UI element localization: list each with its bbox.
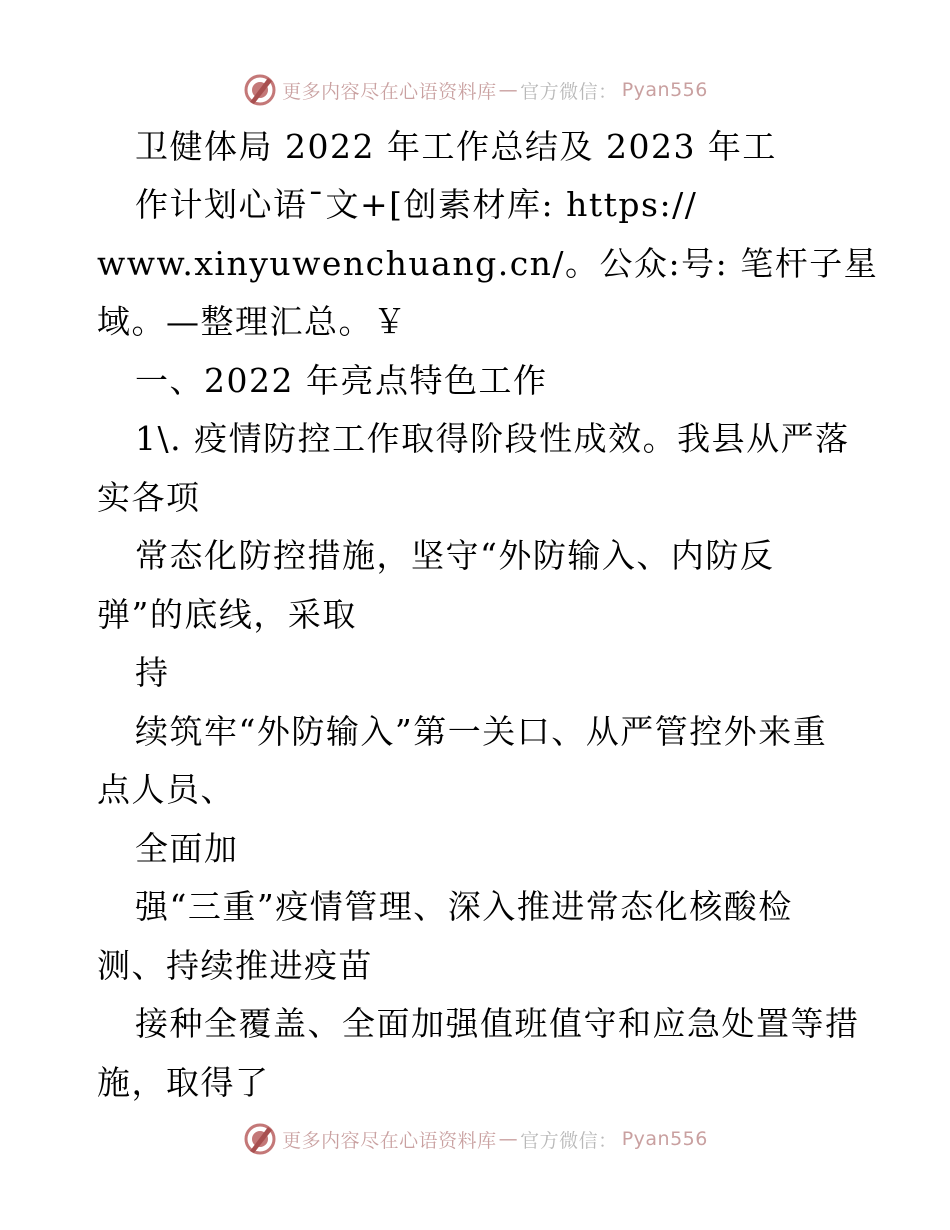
paragraph-line: 1\. 疫情防控工作取得阶段性成效。我县从严落 bbox=[135, 419, 850, 458]
paragraph-line: 测、持续推进疫苗 bbox=[97, 946, 373, 985]
watermark-dash: — bbox=[498, 79, 519, 101]
watermark-text: 更多内容尽在心语资料库 bbox=[282, 1129, 497, 1152]
paragraph-line: 常态化防控措施，坚守“外防输入、内防反 bbox=[135, 536, 775, 575]
watermark-banner-top bbox=[0, 72, 950, 108]
paragraph-line: 全面加 bbox=[135, 829, 239, 868]
pen-seal-logo-icon bbox=[242, 1121, 278, 1157]
doc-title-line-1: 卫健体局 2022 年工作总结及 2023 年工 bbox=[135, 127, 777, 166]
doc-title-line-2: 作计划心语¯文+[创素材库: https:// bbox=[135, 185, 698, 224]
paragraph-line: 点人员、 bbox=[97, 770, 235, 809]
watermark-id: Pyan556 bbox=[621, 1128, 708, 1150]
watermark-text: 更多内容尽在心语资料库 bbox=[282, 80, 497, 103]
watermark-banner-bottom bbox=[0, 1121, 950, 1157]
section-heading: 一、2022 年亮点特色工作 bbox=[135, 361, 548, 400]
paragraph-line: 施，取得了 bbox=[97, 1063, 270, 1102]
watermark-label: 官方微信： bbox=[520, 1129, 618, 1152]
paragraph-line: 持 bbox=[135, 653, 170, 692]
paragraph-line: 实各项 bbox=[97, 478, 201, 517]
paragraph-line: 强“三重”疫情管理、深入推进常态化核酸检 bbox=[135, 887, 793, 926]
watermark-label: 官方微信： bbox=[520, 80, 618, 103]
watermark-dash: — bbox=[498, 1128, 519, 1150]
watermark-id: Pyan556 bbox=[621, 79, 708, 101]
doc-title-line-4: 域。—整理汇总。￥ bbox=[97, 302, 408, 341]
paragraph-line: 续筑牢“外防输入”第一关口、从严管控外来重 bbox=[135, 712, 828, 751]
doc-title-line-3: www.xinyuwenchuang.cn/。公众:号: 笔杆子星 bbox=[97, 244, 879, 283]
paragraph-line: 弹”的底线，采取 bbox=[97, 595, 357, 634]
pen-seal-logo-icon bbox=[242, 72, 278, 108]
paragraph-line: 接种全覆盖、全面加强值班值守和应急处置等措 bbox=[135, 1004, 860, 1043]
